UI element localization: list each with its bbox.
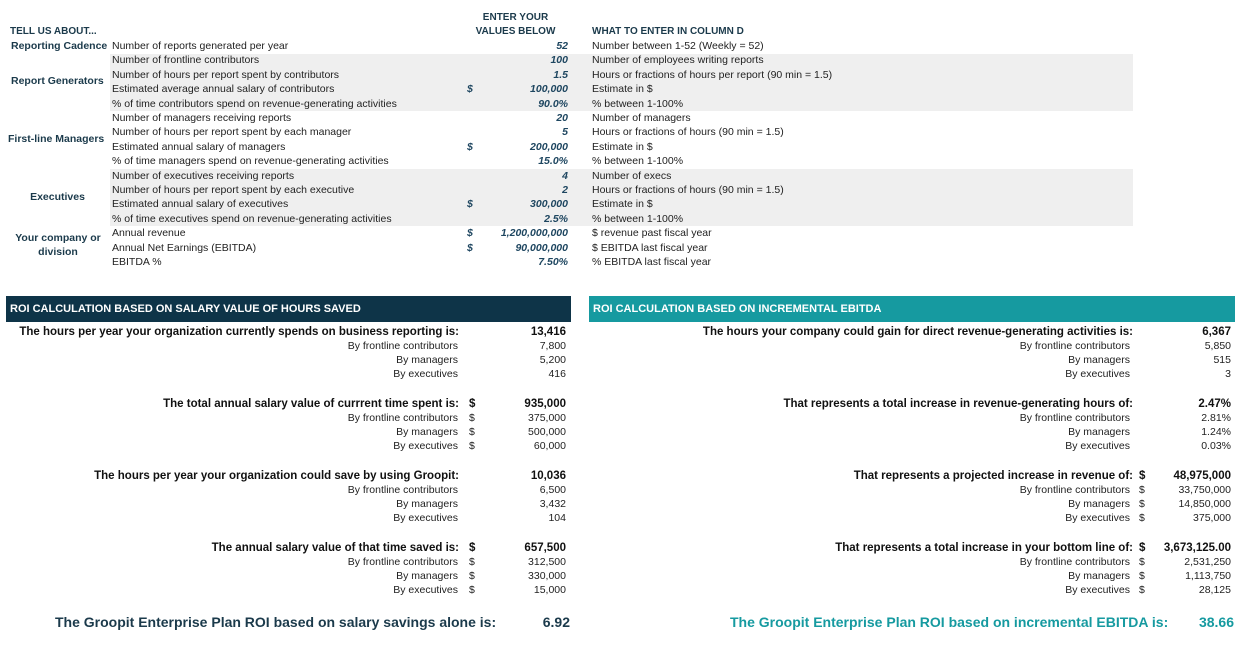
- input-row-value[interactable]: 52: [556, 40, 568, 52]
- block-sub-label: By frontline contributors: [1019, 340, 1130, 352]
- input-row-value[interactable]: 20: [556, 112, 568, 124]
- block-sub-value: 312,500: [528, 556, 566, 568]
- input-row-value[interactable]: 300,000: [530, 198, 568, 211]
- input-row-instruction: % between 1-100%: [592, 212, 684, 225]
- block-sub-value: 15,000: [533, 584, 566, 596]
- input-row-label: Number of hours per report spent by contributors: [112, 68, 340, 81]
- input-row-value[interactable]: 5: [562, 126, 568, 139]
- block-sub-value: 515: [1213, 354, 1231, 366]
- block-sub-value: 104: [548, 512, 566, 524]
- block-sub-value: 1,113,750: [1185, 570, 1231, 582]
- input-row-label: Estimated average annual salary of contributors: [112, 83, 335, 96]
- right-roi-value: 38.66: [1198, 614, 1234, 630]
- block-main-value: 2.47%: [1198, 398, 1231, 410]
- block-sub-dollar: $: [1139, 498, 1145, 510]
- block-sub-value: 0.03%: [1201, 440, 1231, 452]
- category-report-generators: Report Generators: [11, 75, 104, 87]
- input-row-label: Annual revenue: [112, 227, 186, 240]
- input-row-label: EBITDA %: [112, 256, 162, 268]
- block-sub-label: By executives: [1065, 584, 1130, 596]
- input-row-label: Estimated annual salary of executives: [112, 198, 289, 211]
- category-first-line-managers: First-line Managers: [8, 133, 105, 145]
- block-sub-label: By frontline contributors: [347, 556, 458, 568]
- block-sub-label: By managers: [1068, 354, 1130, 366]
- block-sub-label: By frontline contributors: [347, 412, 458, 424]
- input-row-value[interactable]: 100: [550, 54, 568, 67]
- block-sub-value: 7,800: [539, 340, 566, 352]
- input-row-label: Number of executives receiving reports: [112, 169, 295, 182]
- block-main-value: 48,975,000: [1173, 470, 1231, 482]
- block-main-label: That represents a total increase in revenue-generating hours of:: [783, 398, 1133, 410]
- block-main-label: The hours your company could gain for direct revenue-generating activities is:: [702, 326, 1133, 338]
- input-row-instruction: Number of execs: [592, 169, 672, 182]
- block-sub-label: By executives: [393, 368, 458, 380]
- block-sub-label: By managers: [396, 570, 458, 582]
- input-row-instruction: Number of managers: [592, 112, 691, 124]
- block-sub-value: 416: [548, 368, 566, 380]
- block-sub-dollar: $: [1139, 570, 1145, 582]
- input-row-label: % of time executives spend on revenue-generating activities: [112, 212, 392, 225]
- block-sub-value: 33,750,000: [1178, 484, 1231, 496]
- block-sub-label: By frontline contributors: [1019, 556, 1130, 568]
- block-main-label: The hours per year your organization currently spends on business reporting is:: [19, 326, 459, 338]
- block-sub-dollar: $: [469, 556, 475, 568]
- block-sub-dollar: $: [1139, 584, 1145, 596]
- block-main-dollar: $: [469, 398, 476, 410]
- block-sub-value: 375,000: [528, 412, 566, 424]
- block-sub-dollar: $: [469, 570, 475, 582]
- input-row-value[interactable]: 1,200,000,000: [500, 227, 568, 240]
- header-what-to-enter: WHAT TO ENTER IN COLUMN D: [592, 26, 744, 37]
- block-sub-label: By managers: [1068, 426, 1130, 438]
- input-row-dollar: $: [467, 198, 473, 211]
- input-row-value[interactable]: 90,000,000: [515, 241, 568, 254]
- category-executives: Executives: [30, 191, 85, 203]
- input-row-label: Estimated annual salary of managers: [112, 140, 286, 153]
- block-sub-value: 3: [1225, 368, 1231, 380]
- right-roi-label: The Groopit Enterprise Plan ROI based on incremental EBITDA is:: [730, 614, 1169, 630]
- input-row-instruction: Number of employees writing reports: [592, 54, 764, 67]
- block-sub-dollar: $: [469, 426, 475, 438]
- header-enter-values-1: ENTER YOUR: [482, 12, 549, 23]
- input-row-instruction: Hours or fractions of hours per report (90 min = 1.5): [592, 68, 833, 81]
- input-row-value[interactable]: 2.5%: [544, 212, 568, 225]
- input-row-dollar: $: [467, 83, 473, 96]
- block-sub-value: 28,125: [1198, 584, 1231, 596]
- input-row-instruction: Estimate in $: [592, 198, 653, 211]
- input-row-value[interactable]: 4: [562, 169, 568, 182]
- block-main-value: 10,036: [530, 470, 566, 482]
- block-sub-label: By managers: [1068, 498, 1130, 510]
- block-sub-label: By managers: [396, 354, 458, 366]
- block-main-value: 13,416: [530, 326, 566, 338]
- input-row-dollar: $: [467, 241, 473, 254]
- header-enter-values-2: VALUES BELOW: [475, 26, 556, 37]
- block-sub-value: 2.81%: [1201, 412, 1231, 424]
- input-row-instruction: $ EBITDA last fiscal year: [592, 241, 708, 254]
- input-row-instruction: % between 1-100%: [592, 97, 684, 110]
- block-main-label: The total annual salary value of currrent time spent is:: [163, 398, 459, 410]
- block-sub-value: 1.24%: [1201, 426, 1231, 438]
- block-main-dollar: $: [469, 542, 476, 554]
- input-row-value[interactable]: 15.0%: [538, 155, 568, 168]
- block-main-label: That represents a projected increase in revenue of:: [853, 470, 1133, 482]
- block-sub-label: By frontline contributors: [347, 484, 458, 496]
- block-sub-value: 5,850: [1204, 340, 1231, 352]
- block-sub-label: By frontline contributors: [1019, 412, 1130, 424]
- block-main-value: 3,673,125.00: [1163, 542, 1231, 554]
- input-row-value[interactable]: 100,000: [530, 83, 568, 96]
- block-main-value: 6,367: [1202, 326, 1231, 338]
- block-sub-dollar: $: [1139, 484, 1145, 496]
- block-sub-label: By executives: [393, 512, 458, 524]
- block-sub-label: By managers: [396, 426, 458, 438]
- input-row-instruction: Number between 1-52 (Weekly = 52): [592, 40, 764, 52]
- block-sub-value: 330,000: [528, 570, 566, 582]
- block-sub-label: By managers: [1068, 570, 1130, 582]
- left-roi-value: 6.92: [542, 614, 570, 630]
- block-sub-dollar: $: [469, 412, 475, 424]
- input-row-instruction: Hours or fractions of hours (90 min = 1.5): [592, 184, 784, 196]
- input-row-label: Number of hours per report spent by each executive: [112, 184, 355, 196]
- input-row-instruction: Hours or fractions of hours (90 min = 1.5): [592, 126, 784, 139]
- block-main-value: 657,500: [524, 542, 566, 554]
- block-sub-value: 3,432: [539, 498, 566, 510]
- block-sub-value: 14,850,000: [1178, 498, 1231, 510]
- input-row-label: Number of hours per report spent by each manager: [112, 126, 352, 139]
- block-main-value: 935,000: [524, 398, 566, 410]
- block-sub-dollar: $: [1139, 556, 1145, 568]
- block-sub-label: By executives: [1065, 440, 1130, 452]
- block-sub-label: By managers: [396, 498, 458, 510]
- block-sub-dollar: $: [469, 440, 475, 452]
- input-row-instruction: % between 1-100%: [592, 155, 684, 168]
- block-sub-value: 2,531,250: [1184, 556, 1231, 568]
- category-company-2: division: [38, 246, 78, 258]
- input-row-instruction: % EBITDA last fiscal year: [592, 256, 712, 268]
- block-main-dollar: $: [1139, 470, 1146, 482]
- input-row-dollar: $: [467, 227, 473, 240]
- block-sub-label: By executives: [1065, 368, 1130, 380]
- right-section-title: ROI CALCULATION BASED ON INCREMENTAL EBITDA: [589, 296, 1235, 322]
- block-main-label: That represents a total increase in your bottom line of:: [835, 542, 1133, 554]
- block-sub-value: 5,200: [539, 354, 566, 366]
- category-company-1: Your company or: [15, 232, 101, 244]
- block-sub-value: 375,000: [1193, 512, 1231, 524]
- input-row-value[interactable]: 2: [562, 184, 568, 196]
- block-sub-label: By executives: [393, 440, 458, 452]
- left-section-title: ROI CALCULATION BASED ON SALARY VALUE OF HOURS SAVED: [6, 296, 571, 322]
- block-main-label: The annual salary value of that time saved is:: [211, 542, 459, 554]
- block-sub-dollar: $: [469, 584, 475, 596]
- block-main-dollar: $: [1139, 542, 1146, 554]
- input-row-label: % of time managers spend on revenue-generating activities: [112, 155, 389, 168]
- block-sub-label: By frontline contributors: [1019, 484, 1130, 496]
- block-sub-label: By executives: [1065, 512, 1130, 524]
- input-row-value[interactable]: 7.50%: [538, 256, 568, 268]
- input-row-value[interactable]: 90.0%: [538, 97, 568, 110]
- input-row-instruction: Estimate in $: [592, 83, 653, 96]
- input-row-label: Number of frontline contributors: [112, 54, 260, 67]
- input-row-label: Number of reports generated per year: [112, 40, 289, 52]
- input-row-value[interactable]: 200,000: [530, 140, 568, 153]
- block-sub-value: 6,500: [539, 484, 566, 496]
- block-sub-value: 500,000: [528, 426, 566, 438]
- input-row-value[interactable]: 1.5: [553, 68, 568, 81]
- block-sub-label: By frontline contributors: [347, 340, 458, 352]
- category-reporting-cadence: Reporting Cadence: [11, 40, 108, 52]
- block-sub-label: By executives: [393, 584, 458, 596]
- block-main-label: The hours per year your organization could save by using Groopit:: [94, 470, 459, 482]
- header-tell-us: TELL US ABOUT...: [10, 26, 97, 37]
- left-roi-label: The Groopit Enterprise Plan ROI based on salary savings alone is:: [55, 614, 497, 630]
- block-sub-value: 60,000: [533, 440, 566, 452]
- block-sub-dollar: $: [1139, 512, 1145, 524]
- input-row-label: Number of managers receiving reports: [112, 112, 292, 124]
- input-row-instruction: Estimate in $: [592, 140, 653, 153]
- input-row-dollar: $: [467, 140, 473, 153]
- input-row-label: Annual Net Earnings (EBITDA): [112, 241, 257, 254]
- input-row-label: % of time contributors spend on revenue-generating activities: [112, 97, 397, 110]
- input-row-instruction: $ revenue past fiscal year: [592, 227, 712, 240]
